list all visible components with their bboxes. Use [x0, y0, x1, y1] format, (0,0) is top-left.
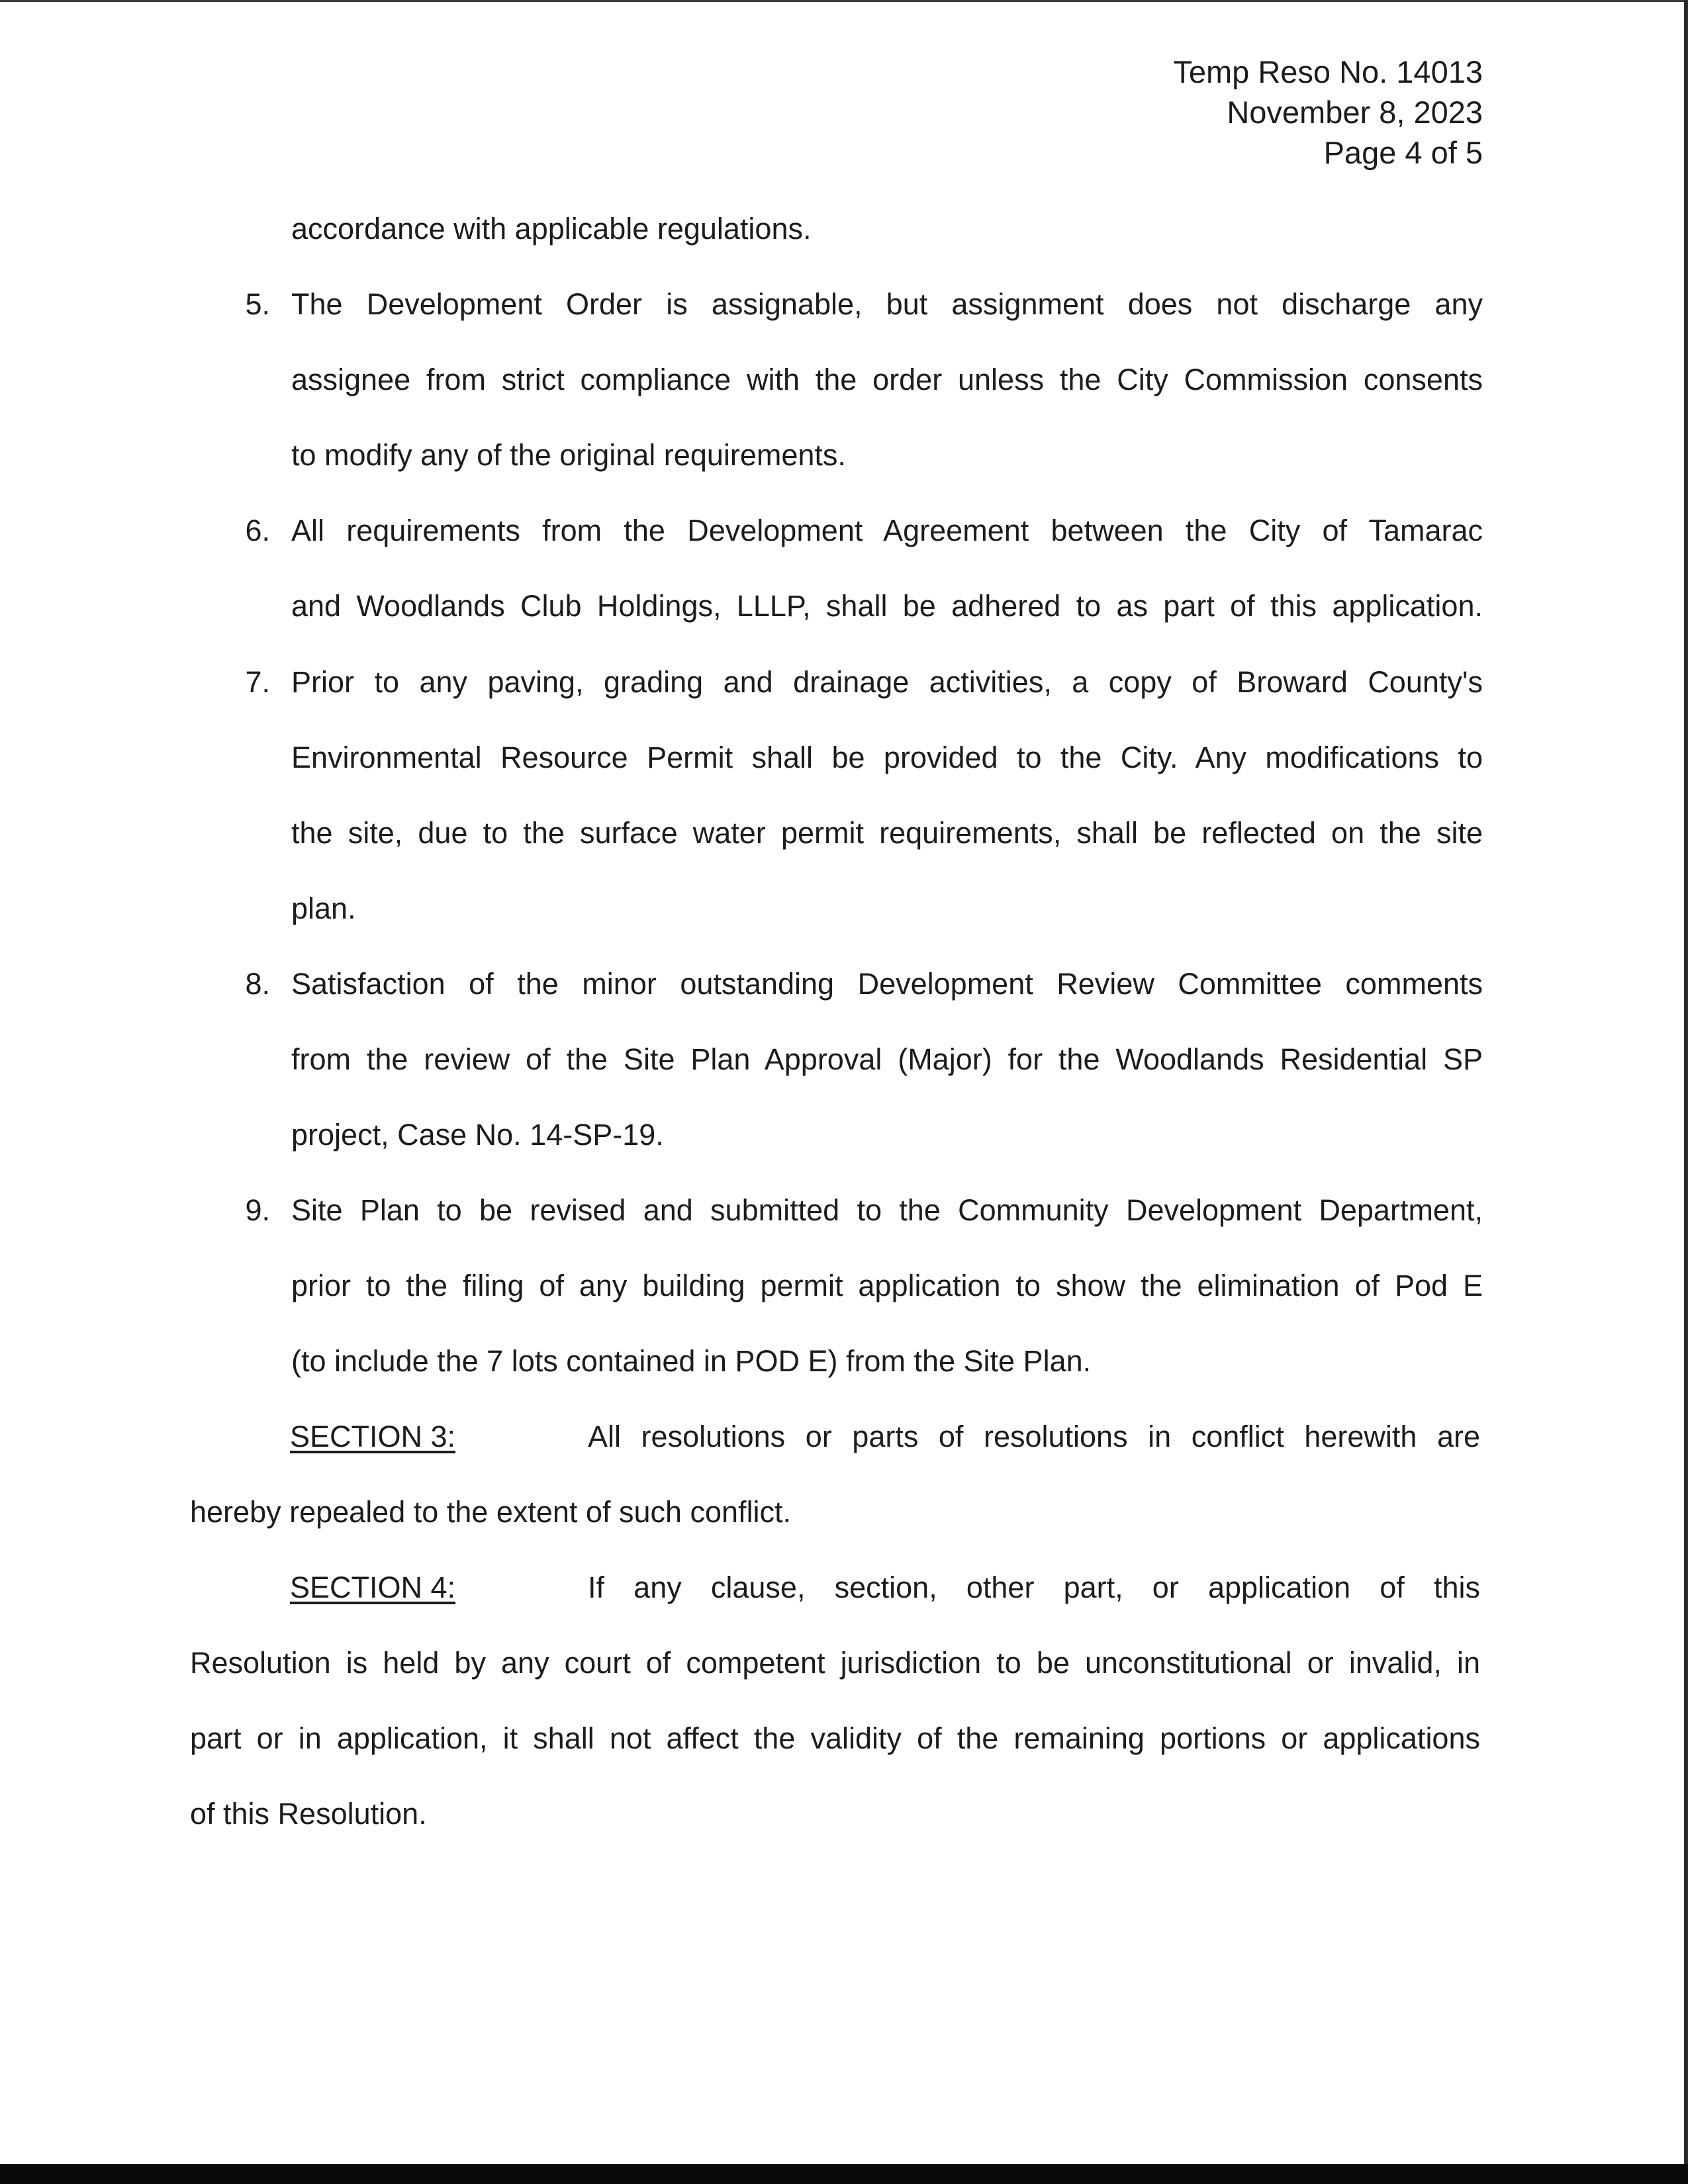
section-3-line: hereby repealed to the extent of such conflict.	[190, 1495, 792, 1529]
document-header	[1173, 52, 1483, 173]
page-number: Page 4 of 5	[1323, 135, 1483, 170]
item-line: and Woodlands Club Holdings, LLLP, shall be adhered to as part of this application.	[291, 589, 1483, 623]
scan-top-edge	[0, 0, 1688, 2]
resolution-number: Temp Reso No. 14013	[1173, 54, 1483, 89]
item-line: assignee from strict compliance with the order unless the City Commission consents	[291, 363, 1483, 396]
item-line: Prior to any paving, grading and drainage activities, a copy of Broward County's	[291, 665, 1483, 699]
item-line: the site, due to the surface water permit requirements, shall be reflected on the site	[291, 816, 1483, 850]
section-4-line: of this Resolution.	[190, 1797, 427, 1831]
section-4-line: part or in application, it shall not affect the validity of the remaining portions or applications	[190, 1721, 1480, 1755]
section-4-line: Resolution is held by any court of competent jurisdiction to be unconstitutional or invalid, in	[190, 1646, 1480, 1680]
item-line: prior to the filing of any building permit application to show the elimination of Pod E	[291, 1269, 1483, 1302]
item-line: Environmental Resource Permit shall be provided to the City. Any modifications to	[291, 741, 1483, 774]
item-number: 7.	[245, 665, 270, 699]
item-line: Satisfaction of the minor outstanding Development Review Committee comments	[291, 967, 1483, 1001]
scan-right-edge	[1684, 0, 1688, 2184]
item-line: to modify any of the original requirements.	[291, 438, 846, 472]
item-line: from the review of the Site Plan Approval (Major) for the Woodlands Residential SP	[291, 1042, 1483, 1076]
item-line: project, Case No. 14-SP-19.	[291, 1118, 664, 1152]
continuation-line: accordance with applicable regulations.	[291, 212, 812, 246]
item-line: All requirements from the Development Agreement between the City of Tamarac	[291, 514, 1483, 547]
item-number: 5.	[245, 287, 270, 321]
resolution-date: November 8, 2023	[1227, 95, 1483, 130]
item-number: 6.	[245, 514, 270, 547]
item-number: 8.	[245, 967, 270, 1001]
item-line: plan.	[291, 891, 356, 925]
section-3-label: SECTION 3:	[290, 1420, 456, 1453]
item-line: Site Plan to be revised and submitted to the Community Development Department,	[291, 1193, 1483, 1227]
section-4-first-line: If any clause, section, other part, or application of this	[588, 1570, 1480, 1604]
item-line: (to include the 7 lots contained in POD E) from the Site Plan.	[291, 1344, 1092, 1378]
item-line: The Development Order is assignable, but assignment does not discharge any	[291, 287, 1483, 321]
section-3-first-line: All resolutions or parts of resolutions in conflict herewith are	[588, 1420, 1480, 1453]
section-4-label: SECTION 4:	[290, 1570, 456, 1604]
item-number: 9.	[245, 1193, 270, 1227]
scan-bottom-edge	[0, 2164, 1688, 2184]
